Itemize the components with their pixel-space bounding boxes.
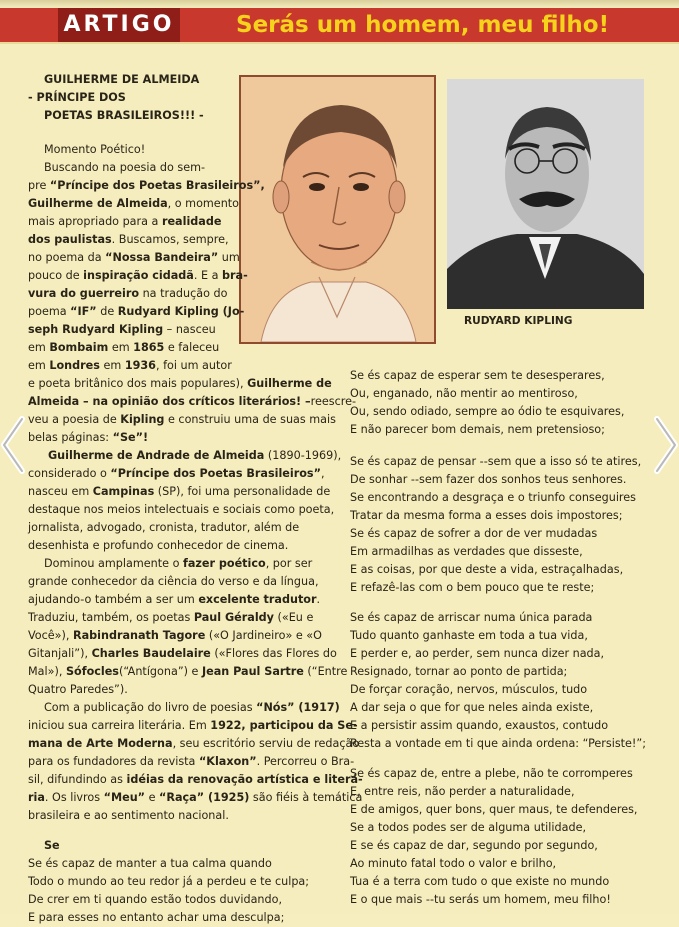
- kipling-photo: [447, 79, 644, 309]
- poem-line: Resta a vontade em ti que ainda ordena: “Persiste!”;: [350, 737, 646, 750]
- poem-line: Ou, sendo odiado, sempre ao ódio te esquivares,: [350, 405, 625, 418]
- intro-line: em Bombaim em 1865 e faleceu: [28, 341, 220, 354]
- intro-line: em Londres em 1936, foi um autor: [28, 359, 232, 372]
- bio-line: sil, difundindo as idéias da renovação artística e literá-: [28, 773, 363, 786]
- bio-line: destaque nos meios intelectuais e sociais como poeta,: [28, 503, 335, 516]
- intro-line: mais apropriado para a realidade: [28, 215, 222, 228]
- bio-line: jornalista, advogado, cronista, tradutor, além de: [28, 521, 300, 534]
- poem-line: Se és capaz de arriscar numa única parada: [350, 611, 593, 624]
- bio-line: considerado o “Príncipe dos Poetas Brasileiros”,: [28, 467, 325, 480]
- bio-line: Dominou amplamente o fazer poético, por ser: [44, 557, 313, 570]
- intro-line: belas páginas: “Se”!: [28, 431, 149, 444]
- poem-line: E de amigos, quer bons, quer maus, te defenderes,: [350, 803, 638, 816]
- kipling-photo-drawing: [447, 79, 644, 309]
- intro-line: e poeta britânico dos mais populares), Guilherme de: [28, 377, 332, 390]
- poem-line: Se és capaz de, entre a plebe, não te corromperes: [350, 767, 633, 780]
- intro-line: pre “Príncipe dos Poetas Brasileiros”,: [28, 179, 265, 192]
- poem-line: De forçar coração, nervos, músculos, tudo: [350, 683, 588, 696]
- poem-line: Se és capaz de esperar sem te desesperares,: [350, 369, 605, 382]
- prev-page-button[interactable]: [0, 415, 26, 475]
- poem-line: Resignado, tornar ao ponto de partida;: [350, 665, 568, 678]
- poem-line: Se a todos podes ser de alguma utilidade,: [350, 821, 587, 834]
- intro-line: veu a poesia de Kipling e construiu uma de suas mais: [28, 413, 336, 426]
- bio-line: Com a publicação do livro de poesias “Nós” (1917): [44, 701, 340, 714]
- intro-line: Guilherme de Almeida, o momento: [28, 197, 240, 210]
- bio-line: iniciou sua carreira literária. Em 1922, participou da Se-: [28, 719, 358, 732]
- intro-line: no poema da “Nossa Bandeira” um: [28, 251, 240, 264]
- poem-line: Tua é a terra com tudo o que existe no mundo: [350, 875, 610, 888]
- poem-line: A dar seja o que for que neles ainda existe,: [350, 701, 594, 714]
- poem-line: E as coisas, por que deste a vida, estraçalhadas,: [350, 563, 624, 576]
- top-edge: [0, 0, 679, 8]
- poem-line: Se encontrando a desgraça e o triunfo conseguires: [350, 491, 636, 504]
- poem-line: Se és capaz de sofrer a dor de ver mudadas: [350, 527, 598, 540]
- author-heading-line3: POETAS BRASILEIROS!!! -: [44, 109, 204, 122]
- poem-line: De sonhar --sem fazer dos sonhos teus senhores.: [350, 473, 627, 486]
- bio-line: Você»), Rabindranath Tagore («O Jardineiro» e «O: [28, 629, 322, 642]
- intro-line: poema “IF” de Rudyard Kipling (Jo-: [28, 305, 245, 318]
- bio-line: Gitanjali”), Charles Baudelaire («Flores das Flores do: [28, 647, 337, 660]
- poem-line: Se és capaz de manter a tua calma quando: [28, 857, 272, 870]
- bio-line: ria. Os livros “Meu” e “Raça” (1925) são fiéis à temática: [28, 791, 363, 804]
- poem-line: Ou, enganado, não mentir ao mentiroso,: [350, 387, 578, 400]
- intro-line: Buscando na poesia do sem-: [44, 161, 206, 174]
- poem-line: E se és capaz de dar, segundo por segundo,: [350, 839, 598, 852]
- poem-line: E não parecer bom demais, nem pretensioso;: [350, 423, 605, 436]
- bio-line: mana de Arte Moderna, seu escritório serviu de redação: [28, 737, 360, 750]
- intro-line: dos paulistas. Buscamos, sempre,: [28, 233, 229, 246]
- bio-line: para os fundadores da revista “Klaxon”. Percorreu o Bra-: [28, 755, 355, 768]
- intro-line: Almeida – na opinião dos críticos literários! –reescre-: [28, 395, 357, 408]
- poem-line: E refazê-las com o bem pouco que te reste;: [350, 581, 595, 594]
- bio-line: Quatro Paredes”).: [28, 683, 128, 696]
- poem-line: E para esses no entanto achar uma desculpa;: [28, 911, 285, 924]
- poem-line: E a persistir assim quando, exaustos, contudo: [350, 719, 609, 732]
- intro-line: Momento Poético!: [44, 143, 146, 156]
- photo-caption: RUDYARD KIPLING: [464, 315, 573, 327]
- poem-line: E o que mais --tu serás um homem, meu filho!: [350, 893, 611, 906]
- poem-line: Se és capaz de pensar --sem que a isso só te atires,: [350, 455, 642, 468]
- poem-line: Em armadilhas as verdades que disseste,: [350, 545, 583, 558]
- intro-line: pouco de inspiração cidadã. E a bra-: [28, 269, 248, 282]
- poem-line: Tratar da mesma forma a esses dois impostores;: [350, 509, 623, 522]
- poem-line: Tudo quanto ganhaste em toda a tua vida,: [350, 629, 588, 642]
- header-divider: [0, 42, 679, 44]
- bio-line: Traduziu, também, os poetas Paul Géraldy («Eu e: [28, 611, 314, 624]
- author-heading-line2: - PRÍNCIPE DOS: [28, 91, 126, 104]
- poem-line: De crer em ti quando estão todos duvidando,: [28, 893, 283, 906]
- bio-line: Guilherme de Andrade de Almeida (1890-1969),: [48, 449, 342, 462]
- chevron-right-icon: [653, 415, 679, 475]
- bio-line: grande conhecedor da ciência do verso e da língua,: [28, 575, 319, 588]
- article-title: Serás um homem, meu filho!: [236, 12, 610, 38]
- bio-line: ajudando-o também a ser um excelente tradutor.: [28, 593, 321, 606]
- intro-line: vura do guerreiro na tradução do: [28, 287, 228, 300]
- bio-line: desenhista e profundo conhecedor de cinema.: [28, 539, 289, 552]
- chevron-left-icon: [0, 415, 26, 475]
- bio-line: nasceu em Campinas (SP), foi uma personalidade de: [28, 485, 331, 498]
- next-page-button[interactable]: [653, 415, 679, 475]
- poem-title: Se: [44, 839, 60, 852]
- bio-line: brasileira e ao sentimento nacional.: [28, 809, 229, 822]
- portrait-drawing: [241, 77, 434, 342]
- poem-line: Todo o mundo ao teu redor já a perdeu e te culpa;: [28, 875, 310, 888]
- poem-line: E perder e, ao perder, sem nunca dizer nada,: [350, 647, 605, 660]
- guilherme-portrait: [239, 75, 436, 344]
- poem-line: E, entre reis, não perder a naturalidade,: [350, 785, 575, 798]
- poem-line: Ao minuto fatal todo o valor e brilho,: [350, 857, 557, 870]
- author-heading-line1: GUILHERME DE ALMEIDA: [44, 73, 200, 86]
- intro-line: seph Rudyard Kipling – nasceu: [28, 323, 216, 336]
- section-label: ARTIGO: [58, 8, 180, 42]
- bio-line: Mal»), Sófocles(“Antígona”) e Jean Paul Sartre (“Entre: [28, 665, 348, 678]
